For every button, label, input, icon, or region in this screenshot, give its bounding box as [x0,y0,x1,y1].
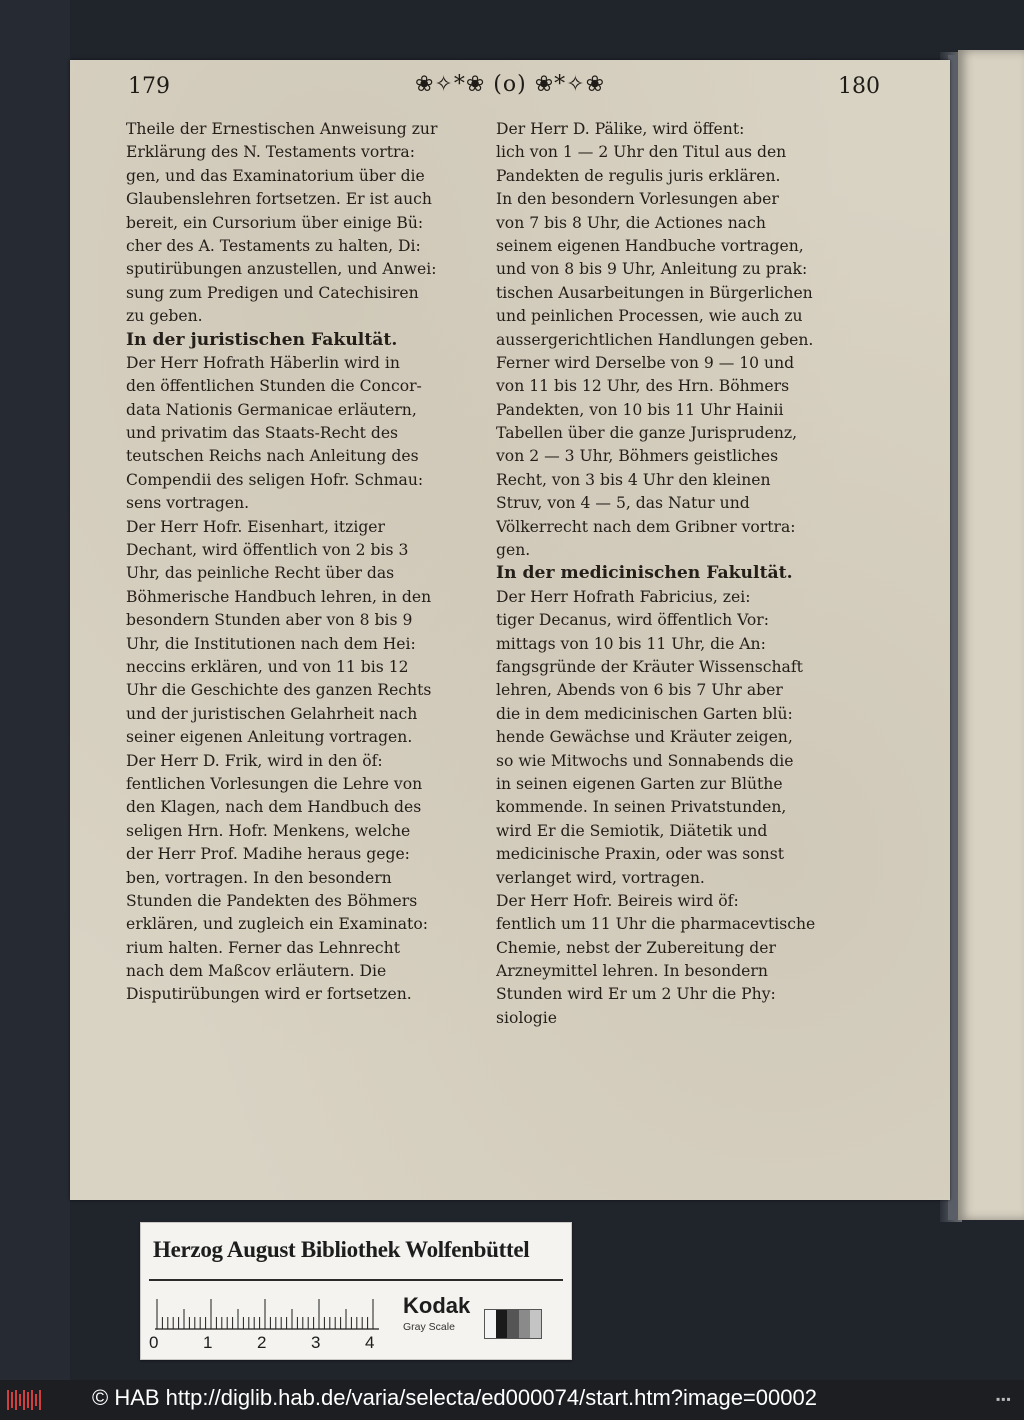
text-column-right [496,118,820,1030]
text-line: von 7 bis 8 Uhr, die Actiones nach [496,213,766,232]
text-line: Der Herr D. Frik, wird in den öf: [126,751,383,770]
text-line: und von 8 bis 9 Uhr, Anleitung zu prak: [496,260,808,279]
text-line: die in dem medicinischen Garten blü: [496,704,793,723]
text-line: hende Gewächse und Kräuter zeigen, [496,728,793,747]
text-line: Glaubenslehren fortsetzen. Er ist auch [126,190,432,209]
text-line: verlanget wird, vortragen. [496,868,705,887]
text-line: Böhmerische Handbuch lehren, in den [126,587,432,606]
text-line: Stunden die Pandekten des Böhmers [126,891,418,910]
more-options-icon[interactable]: ▪▪▪ [996,1392,1012,1406]
page-number-right: 180 [838,74,880,99]
ruler-number: 2 [257,1333,267,1352]
text-line: von 2 — 3 Uhr, Böhmers geistliches [496,447,779,466]
text-line: seligen Hrn. Hofr. Menkens, welche [126,821,411,840]
footer-credit-link[interactable]: © HAB http://diglib.hab.de/varia/selecta/ed000074/start.htm?image=00002 [92,1385,817,1410]
text-line: den öffentlichen Stunden die Concor- [126,377,422,396]
text-line: nach dem Maßcov erläutern. Die [126,962,387,981]
ruler-number: 4 [365,1333,375,1352]
text-line: sens vortragen. [126,494,250,513]
text-line: seinem eigenen Handbuche vortragen, [496,236,804,255]
label-divider [149,1279,563,1281]
text-line: Stunden wird Er um 2 Uhr die Phy: [496,985,776,1004]
text-line: teutschen Reichs nach Anleitung des [126,447,419,466]
ruler-number: 3 [311,1333,321,1352]
text-line: Disputirübungen wird er fortsetzen. [126,985,412,1004]
text-line: den Klagen, nach dem Handbuch des [126,798,422,817]
text-line: Theile der Ernestischen Anweisung zur [126,120,438,138]
text-line: Der Herr D. Pälike, wird öffent: [496,120,745,138]
ruler-scale [155,1291,379,1331]
text-line: neccins erklären, und von 11 bis 12 [126,657,409,676]
ruler-numbers [149,1333,399,1355]
text-line: Struv, von 4 — 5, das Natur und [496,494,750,513]
text-line: fangsgründe der Kräuter Wissenschaft [496,657,803,676]
text-line: Tabellen über die ganze Jurisprudenz, [496,424,798,443]
text-line: Der Herr Hofr. Beireis wird öf: [496,891,739,910]
kodak-logo: Kodak [403,1293,471,1318]
text-line: von 11 bis 12 Uhr, des Hrn. Böhmers [496,377,790,396]
text-line: Recht, von 3 bis 4 Uhr den kleinen [496,470,771,489]
text-line: fentlich um 11 Uhr die pharmacevtische [496,915,816,934]
text-line: ben, vortragen. In den besondern [126,868,392,887]
text-line: Uhr, das peinliche Recht über das [126,564,395,583]
ruler-number: 0 [149,1333,159,1352]
library-name: Herzog August Bibliothek Wolfenbüttel [153,1237,530,1262]
text-line: erklären, und zugleich ein Examinato: [126,915,428,934]
text-line: Dechant, wird öffentlich von 2 bis 3 [126,541,409,560]
scanner-backdrop-left [0,0,70,1380]
text-line: Ferner wird Derselbe von 9 — 10 und [496,353,795,372]
text-line: rium halten. Ferner das Lehnrecht [126,938,400,957]
text-line: so wie Mitwochs und Sonnabends die [496,751,794,770]
text-line: sung zum Predigen und Catechisiren [126,283,419,302]
page-number-left: 179 [128,74,170,99]
text-line: Der Herr Hofrath Fabricius, zei: [496,587,751,606]
text-line: besondern Stunden aber von 8 bis 9 [126,611,413,630]
text-line: kommende. In seinen Privatstunden, [496,798,787,817]
text-line: data Nationis Germanicae erläutern, [126,400,417,419]
ruler-number: 1 [203,1333,213,1352]
adjacent-page-edge [958,50,1024,1220]
text-line: Chemie, nebst der Zubereitung der [496,938,776,957]
text-line: bereit, ein Cursorium über einige Bü: [126,213,424,232]
text-line: wird Er die Semiotik, Diätetik und [496,821,768,840]
text-line: lich von 1 — 2 Uhr den Titul aus den [496,143,787,162]
text-line: Der Herr Hofr. Eisenhart, itziger [126,517,385,536]
text-line: Compendii des seligen Hofr. Schmau: [126,470,424,489]
text-line: und der juristischen Gelahrheit nach [126,704,418,723]
text-line: der Herr Prof. Madihe heraus gege: [126,845,410,864]
text-line: Der Herr Hofrath Häberlin wird in [126,353,400,372]
text-line: aussergerichtlichen Handlungen geben. [496,330,814,349]
text-line: gen. [496,541,531,560]
text-line: cher des A. Testaments zu halten, Di: [126,236,421,255]
text-line: Pandekten de regulis juris erklären. [496,166,781,185]
library-label [140,1222,572,1360]
text-line: Pandekten, von 10 bis 11 Uhr Hainii [496,400,784,419]
text-line: und peinlichen Processen, wie auch zu [496,307,803,326]
grayscale-patch [484,1309,542,1339]
text-line: siologie [496,1008,557,1027]
text-line: gen, und das Examinatorium über die [126,166,425,185]
text-line: In den besondern Vorlesungen aber [496,190,779,209]
text-line: seiner eigenen Anleitung vortragen. [126,728,413,747]
text-line: Uhr die Geschichte des ganzen Rechts [126,681,432,700]
text-line: Erklärung des N. Testaments vortra: [126,143,415,162]
text-line: und privatim das Staats-Recht des [126,424,399,443]
text-line: Uhr, die Institutionen nach dem Hei: [126,634,416,653]
hab-logo-icon [6,1388,46,1412]
text-line: lehren, Abends von 6 bis 7 Uhr aber [496,681,783,700]
text-column-left [126,118,450,1007]
kodak-subtitle: Gray Scale [403,1321,455,1333]
text-line: tischen Ausarbeitungen in Bürgerlichen [496,283,813,302]
footer-bar [0,1380,1024,1420]
text-line: tiger Decanus, wird öffentlich Vor: [496,611,770,630]
section-heading: In der juristischen Fakultät. [126,329,398,350]
text-line: in seinen eigenen Garten zur Blüthe [496,774,783,793]
text-line: Völkerrecht nach dem Gribner vortra: [496,517,796,536]
text-line: zu geben. [126,307,203,326]
text-line: Arzneymittel lehren. In besondern [496,962,768,981]
text-line: sputirübungen anzustellen, und Anwei: [126,260,437,279]
text-line: fentlichen Vorlesungen die Lehre von [126,774,423,793]
text-line: mittags von 10 bis 11 Uhr, die An: [496,634,766,653]
section-heading: In der medicinischen Fakultät. [496,563,793,584]
text-line: medicinische Praxin, oder was sonst [496,845,784,864]
header-ornament: ❀✧*❀ (o) ❀*✧❀ [415,72,605,97]
